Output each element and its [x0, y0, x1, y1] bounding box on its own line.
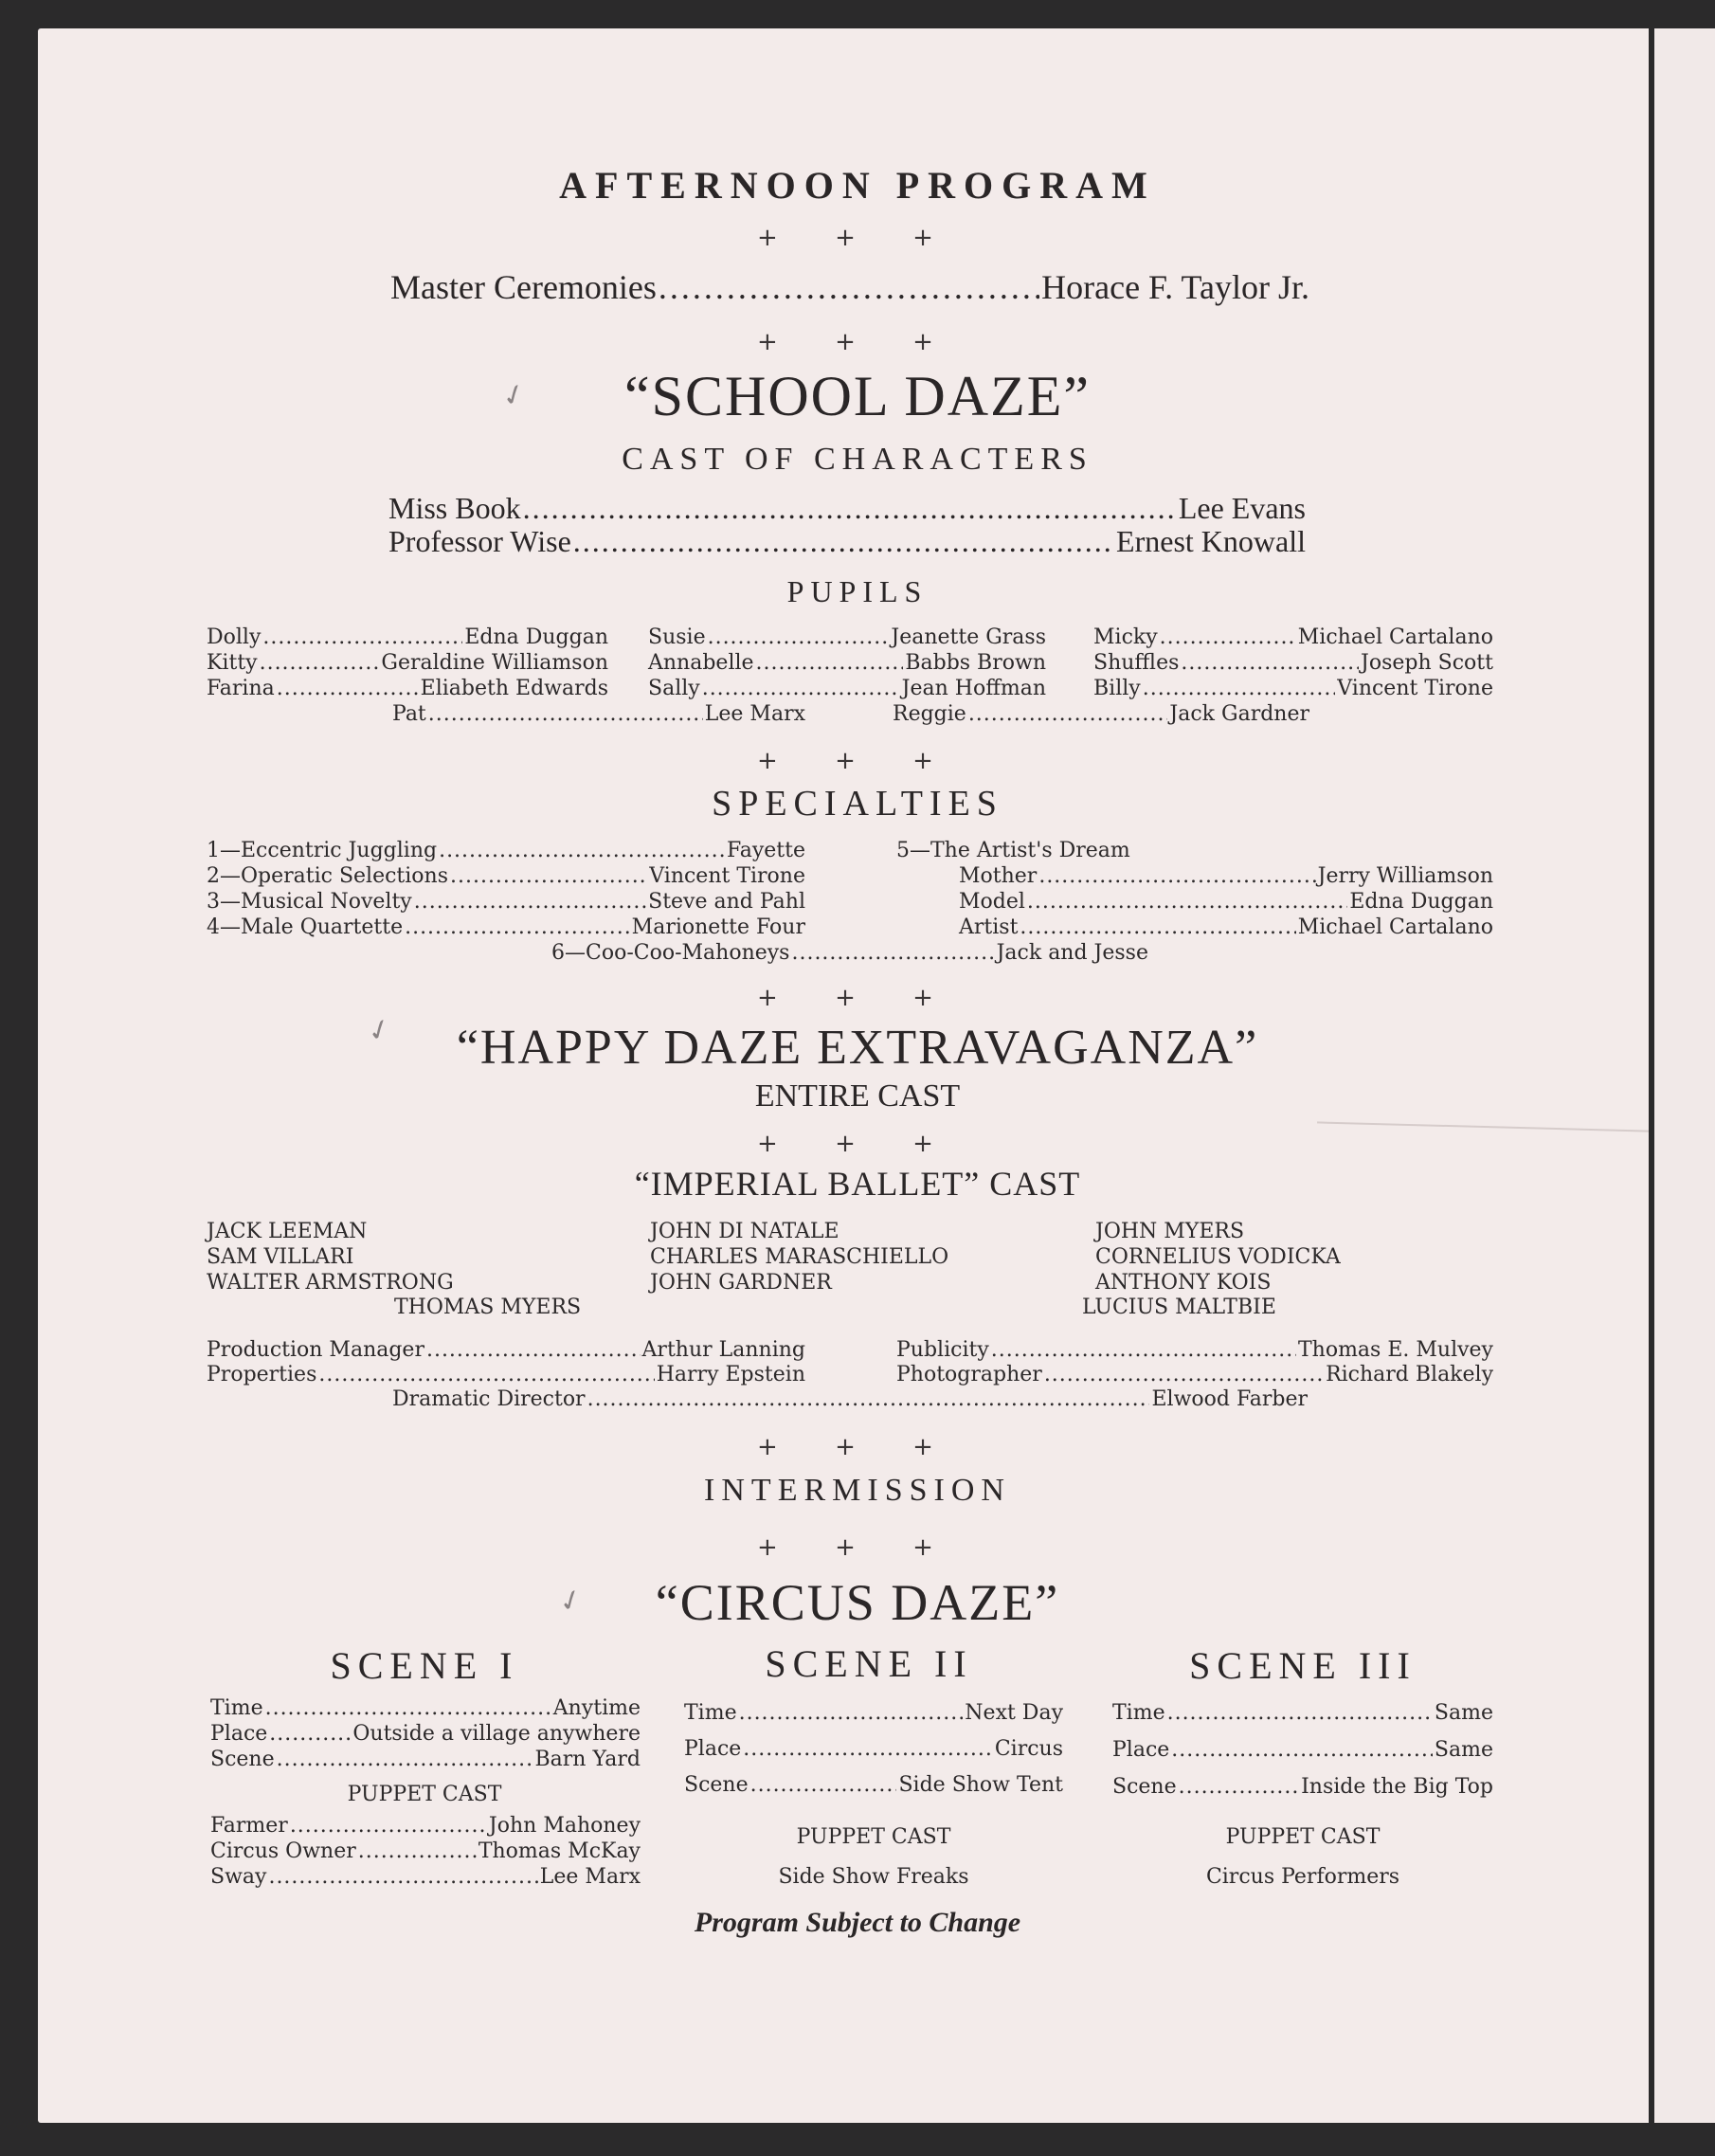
dot-leader [414, 890, 646, 914]
staff-name: Arthur Lanning [641, 1338, 805, 1362]
dot-leader [739, 1701, 964, 1725]
dot-leader [277, 677, 419, 700]
pupil-row [1093, 625, 1493, 649]
pupil-row [207, 677, 608, 700]
puppeteer-name: Lee Marx [539, 1865, 641, 1889]
divider-crosses: + + + [757, 224, 958, 252]
staff-row [207, 1363, 805, 1386]
dot-leader [439, 839, 725, 862]
scene-row [684, 1737, 1063, 1761]
dot-leader [1020, 915, 1295, 939]
pencil-mark-icon: ✓ [496, 375, 532, 416]
act-name: Model [959, 890, 1025, 914]
scene-key: Scene [1112, 1775, 1177, 1799]
staff-role: Dramatic Director [392, 1387, 586, 1411]
puppeteer-name: John Mahoney [488, 1814, 641, 1838]
cast-row [388, 491, 1306, 526]
actor-name: Lee Marx [704, 702, 805, 726]
performer-name: Marionette Four [631, 915, 805, 939]
staff-row [896, 1363, 1493, 1386]
dot-leader [1038, 864, 1315, 888]
actor-name: Vincent Tirone [1337, 677, 1493, 700]
performer-name: Michael Cartalano [1297, 915, 1493, 939]
scene-row [210, 1722, 641, 1746]
dot-leader [269, 1722, 351, 1746]
staff-role: Properties [207, 1363, 317, 1386]
scene-value: Anytime [552, 1696, 641, 1720]
dot-leader [428, 702, 703, 726]
pencil-mark-icon: ✓ [362, 1010, 397, 1051]
dot-leader [1027, 890, 1347, 914]
performer-name: Edna Duggan [1349, 890, 1493, 914]
actor-name: Geraldine Williamson [381, 651, 608, 675]
scene-key: Scene [684, 1773, 749, 1797]
performer-name: Jack and Jesse [996, 941, 1148, 965]
role-name: Susie [648, 625, 706, 649]
puppet-cast-line: Side Show Freaks [778, 1865, 969, 1889]
puppet-cast-line: Circus Performers [1205, 1865, 1400, 1889]
dot-leader [1171, 1738, 1433, 1762]
scene-row [684, 1701, 1063, 1725]
dot-leader [318, 1363, 654, 1386]
cast-row [388, 524, 1306, 559]
specialty-row [959, 890, 1493, 914]
scene-value: Same [1434, 1738, 1493, 1762]
staff-row [896, 1338, 1493, 1362]
staff-role: Publicity [896, 1338, 989, 1362]
dot-leader [968, 702, 1168, 726]
dot-leader [1181, 651, 1359, 675]
role-name: Farina [207, 677, 275, 700]
dot-leader [358, 1839, 477, 1863]
staff-role: Photographer [896, 1363, 1042, 1386]
scene-row [1112, 1738, 1493, 1762]
dancer-name: JOHN GARDNER [650, 1271, 832, 1295]
actor-name: Babbs Brown [905, 651, 1046, 675]
specialties-heading: SPECIALTIES [712, 784, 1003, 824]
dot-leader [756, 651, 904, 675]
dancer-name: THOMAS MYERS [394, 1295, 582, 1319]
staff-row [207, 1338, 805, 1362]
pupil-row [392, 702, 805, 726]
dot-leader [1044, 1363, 1324, 1386]
program-title: AFTERNOON PROGRAM [559, 164, 1156, 207]
pencil-mark-icon: ✓ [553, 1581, 588, 1622]
scene-value: Same [1434, 1701, 1493, 1725]
scene-value: Inside the Big Top [1301, 1775, 1493, 1799]
actor-name: Eliabeth Edwards [420, 677, 608, 700]
puppet-row [210, 1865, 641, 1889]
scene-value: Outside a village anywhere [352, 1722, 641, 1746]
role-name: Reggie [893, 702, 966, 726]
puppet-cast-heading: PUPPET CAST [1225, 1825, 1381, 1849]
ballet-title: “IMPERIAL BALLET” CAST [634, 1165, 1081, 1203]
puppet-cast-heading: PUPPET CAST [347, 1783, 502, 1806]
performer-name: Steve and Pahl [648, 890, 805, 914]
act-name: Artist [959, 915, 1019, 939]
puppet-row [210, 1839, 641, 1863]
pupil-row [1093, 677, 1493, 700]
staff-role: Production Manager [207, 1338, 424, 1362]
role-name: Annabelle [648, 651, 754, 675]
school-daze-title: “SCHOOL DAZE” [623, 365, 1092, 427]
dot-leader [405, 915, 630, 939]
dancer-name: SAM VILLARI [207, 1245, 354, 1269]
scene-row [684, 1773, 1063, 1797]
scene-value: Barn Yard [534, 1748, 641, 1771]
scene-value: Circus [994, 1737, 1063, 1761]
role-name: Billy [1093, 677, 1141, 700]
dancer-name: JACK LEEMAN [207, 1220, 368, 1243]
dot-leader [277, 1748, 533, 1771]
specialty-row [207, 864, 805, 888]
role-name: Micky [1093, 625, 1158, 649]
actor-name: Joseph Scott [1361, 651, 1493, 675]
puppet-role: Circus Owner [210, 1839, 356, 1863]
dancer-name: JOHN DI NATALE [650, 1220, 839, 1243]
actor-name: Jeanette Grass [891, 625, 1046, 649]
puppet-row [210, 1814, 641, 1838]
scene-3-title: SCENE III [1189, 1644, 1417, 1687]
act-name: 3—Musical Novelty [207, 890, 412, 914]
specialty-row [207, 915, 805, 939]
dancer-name: ANTHONY KOIS [1095, 1271, 1272, 1295]
dot-leader [587, 1387, 1150, 1411]
role-name: Professor Wise [388, 524, 571, 558]
act-name: 2—Operatic Selections [207, 864, 449, 888]
actor-name: Michael Cartalano [1297, 625, 1493, 649]
ballet-column-2 [650, 1219, 948, 1295]
master-name: Horace F. Taylor Jr. [1041, 268, 1309, 306]
actor-name: Jack Gardner [1169, 702, 1309, 726]
specialty-row [207, 890, 805, 914]
scene-value: Next Day [965, 1701, 1063, 1725]
pupil-row [648, 625, 1046, 649]
staff-name: Elwood Farber [1151, 1387, 1308, 1411]
specialty-row [207, 839, 805, 862]
scene-key: Place [1112, 1738, 1170, 1762]
scene-row [1112, 1775, 1493, 1799]
role-name: Miss Book [388, 491, 521, 525]
staff-name: Thomas E. Mulvey [1297, 1338, 1493, 1362]
program-footer-note: Program Subject to Change [694, 1907, 1021, 1938]
specialty-row [959, 864, 1493, 888]
ballet-column-3 [1095, 1219, 1341, 1295]
role-name: Kitty [207, 651, 258, 675]
role-name: Shuffles [1093, 651, 1180, 675]
dot-leader [1160, 625, 1296, 649]
intermission-label: INTERMISSION [704, 1473, 1011, 1508]
dot-leader [262, 625, 462, 649]
dot-leader [450, 864, 647, 888]
staff-name: Richard Blakely [1326, 1363, 1493, 1386]
act-name: 1—Eccentric Juggling [207, 839, 438, 862]
dot-leader [708, 625, 890, 649]
performer-name: Jerry Williamson [1317, 864, 1493, 888]
dot-leader [1167, 1701, 1433, 1725]
circus-daze-title: “CIRCUS DAZE” [655, 1574, 1060, 1631]
master-ceremonies-line [390, 267, 1309, 307]
pupils-heading: PUPILS [786, 574, 929, 608]
scene-2-title: SCENE II [765, 1642, 973, 1685]
master-label: Master Ceremonies [390, 268, 657, 306]
pupil-row [207, 651, 608, 675]
pupil-row [648, 677, 1046, 700]
divider-crosses: + + + [757, 1533, 958, 1562]
dot-leader [743, 1737, 993, 1761]
happy-daze-title: “HAPPY DAZE EXTRAVAGANZA” [456, 1021, 1259, 1075]
divider-crosses: + + + [757, 1433, 958, 1461]
actor-name: Ernest Knowall [1116, 524, 1306, 558]
dot-leader [659, 267, 1039, 307]
dot-leader [750, 1773, 897, 1797]
role-name: Pat [392, 702, 426, 726]
performer-name: Vincent Tirone [649, 864, 805, 888]
artists-dream-title: 5—The Artist's Dream [896, 839, 1130, 862]
performer-name: Fayette [726, 839, 805, 862]
dot-leader [260, 651, 380, 675]
divider-crosses: + + + [757, 984, 958, 1012]
role-name: Sally [648, 677, 700, 700]
puppet-role: Sway [210, 1865, 267, 1889]
specialty-row [959, 915, 1493, 939]
actor-name: Edna Duggan [464, 625, 608, 649]
scene-key: Time [1112, 1701, 1165, 1725]
dancer-name: WALTER ARMSTRONG [207, 1271, 454, 1295]
dot-leader [426, 1338, 641, 1362]
dot-leader [268, 1865, 537, 1889]
puppet-role: Farmer [210, 1814, 288, 1838]
dancer-name: CORNELIUS VODICKA [1095, 1245, 1341, 1269]
divider-crosses: + + + [757, 1130, 958, 1158]
dancer-name: CHARLES MARASCHIELLO [650, 1245, 949, 1269]
actor-name: Lee Evans [1178, 491, 1306, 525]
scene-key: Place [684, 1737, 742, 1761]
scene-key: Place [210, 1722, 268, 1746]
pupil-row [207, 625, 608, 649]
pupil-row [893, 702, 1309, 726]
scene-row [1112, 1701, 1493, 1725]
specialty-row [551, 941, 1148, 965]
scene-value: Side Show Tent [898, 1773, 1063, 1797]
divider-crosses: + + + [757, 328, 958, 356]
act-name: Mother [959, 864, 1038, 888]
dot-leader [702, 677, 900, 700]
puppeteer-name: Thomas McKay [478, 1839, 641, 1863]
dot-leader [991, 1338, 1296, 1362]
puppet-cast-heading: PUPPET CAST [796, 1825, 951, 1849]
pupil-row [648, 651, 1046, 675]
staff-row [392, 1387, 1308, 1411]
dancer-name: JOHN MYERS [1095, 1220, 1245, 1243]
dancer-name: LUCIUS MALTBIE [1082, 1295, 1276, 1319]
dot-leader [290, 1814, 487, 1838]
entire-cast-label: ENTIRE CAST [754, 1078, 961, 1114]
scene-1-title: SCENE I [330, 1644, 519, 1687]
scene-row [210, 1748, 641, 1771]
actor-name: Jean Hoffman [901, 677, 1046, 700]
divider-crosses: + + + [757, 747, 958, 775]
dot-leader [1143, 677, 1336, 700]
pupil-row [1093, 651, 1493, 675]
dot-leader [1179, 1775, 1300, 1799]
cast-heading: CAST OF CHARACTERS [622, 442, 1093, 477]
ballet-column-1 [207, 1219, 454, 1295]
act-name: 4—Male Quartette [207, 915, 404, 939]
scene-key: Time [684, 1701, 737, 1725]
scene-key: Time [210, 1696, 263, 1720]
role-name: Dolly [207, 625, 262, 649]
scene-key: Scene [210, 1748, 275, 1771]
staff-name: Harry Epstein [656, 1363, 805, 1386]
dot-leader [523, 491, 1177, 526]
dot-leader [573, 524, 1114, 559]
dot-leader [265, 1696, 551, 1720]
scene-row [210, 1696, 641, 1720]
act-name: 6—Coo-Coo-Mahoneys [551, 941, 790, 965]
dot-leader [791, 941, 994, 965]
